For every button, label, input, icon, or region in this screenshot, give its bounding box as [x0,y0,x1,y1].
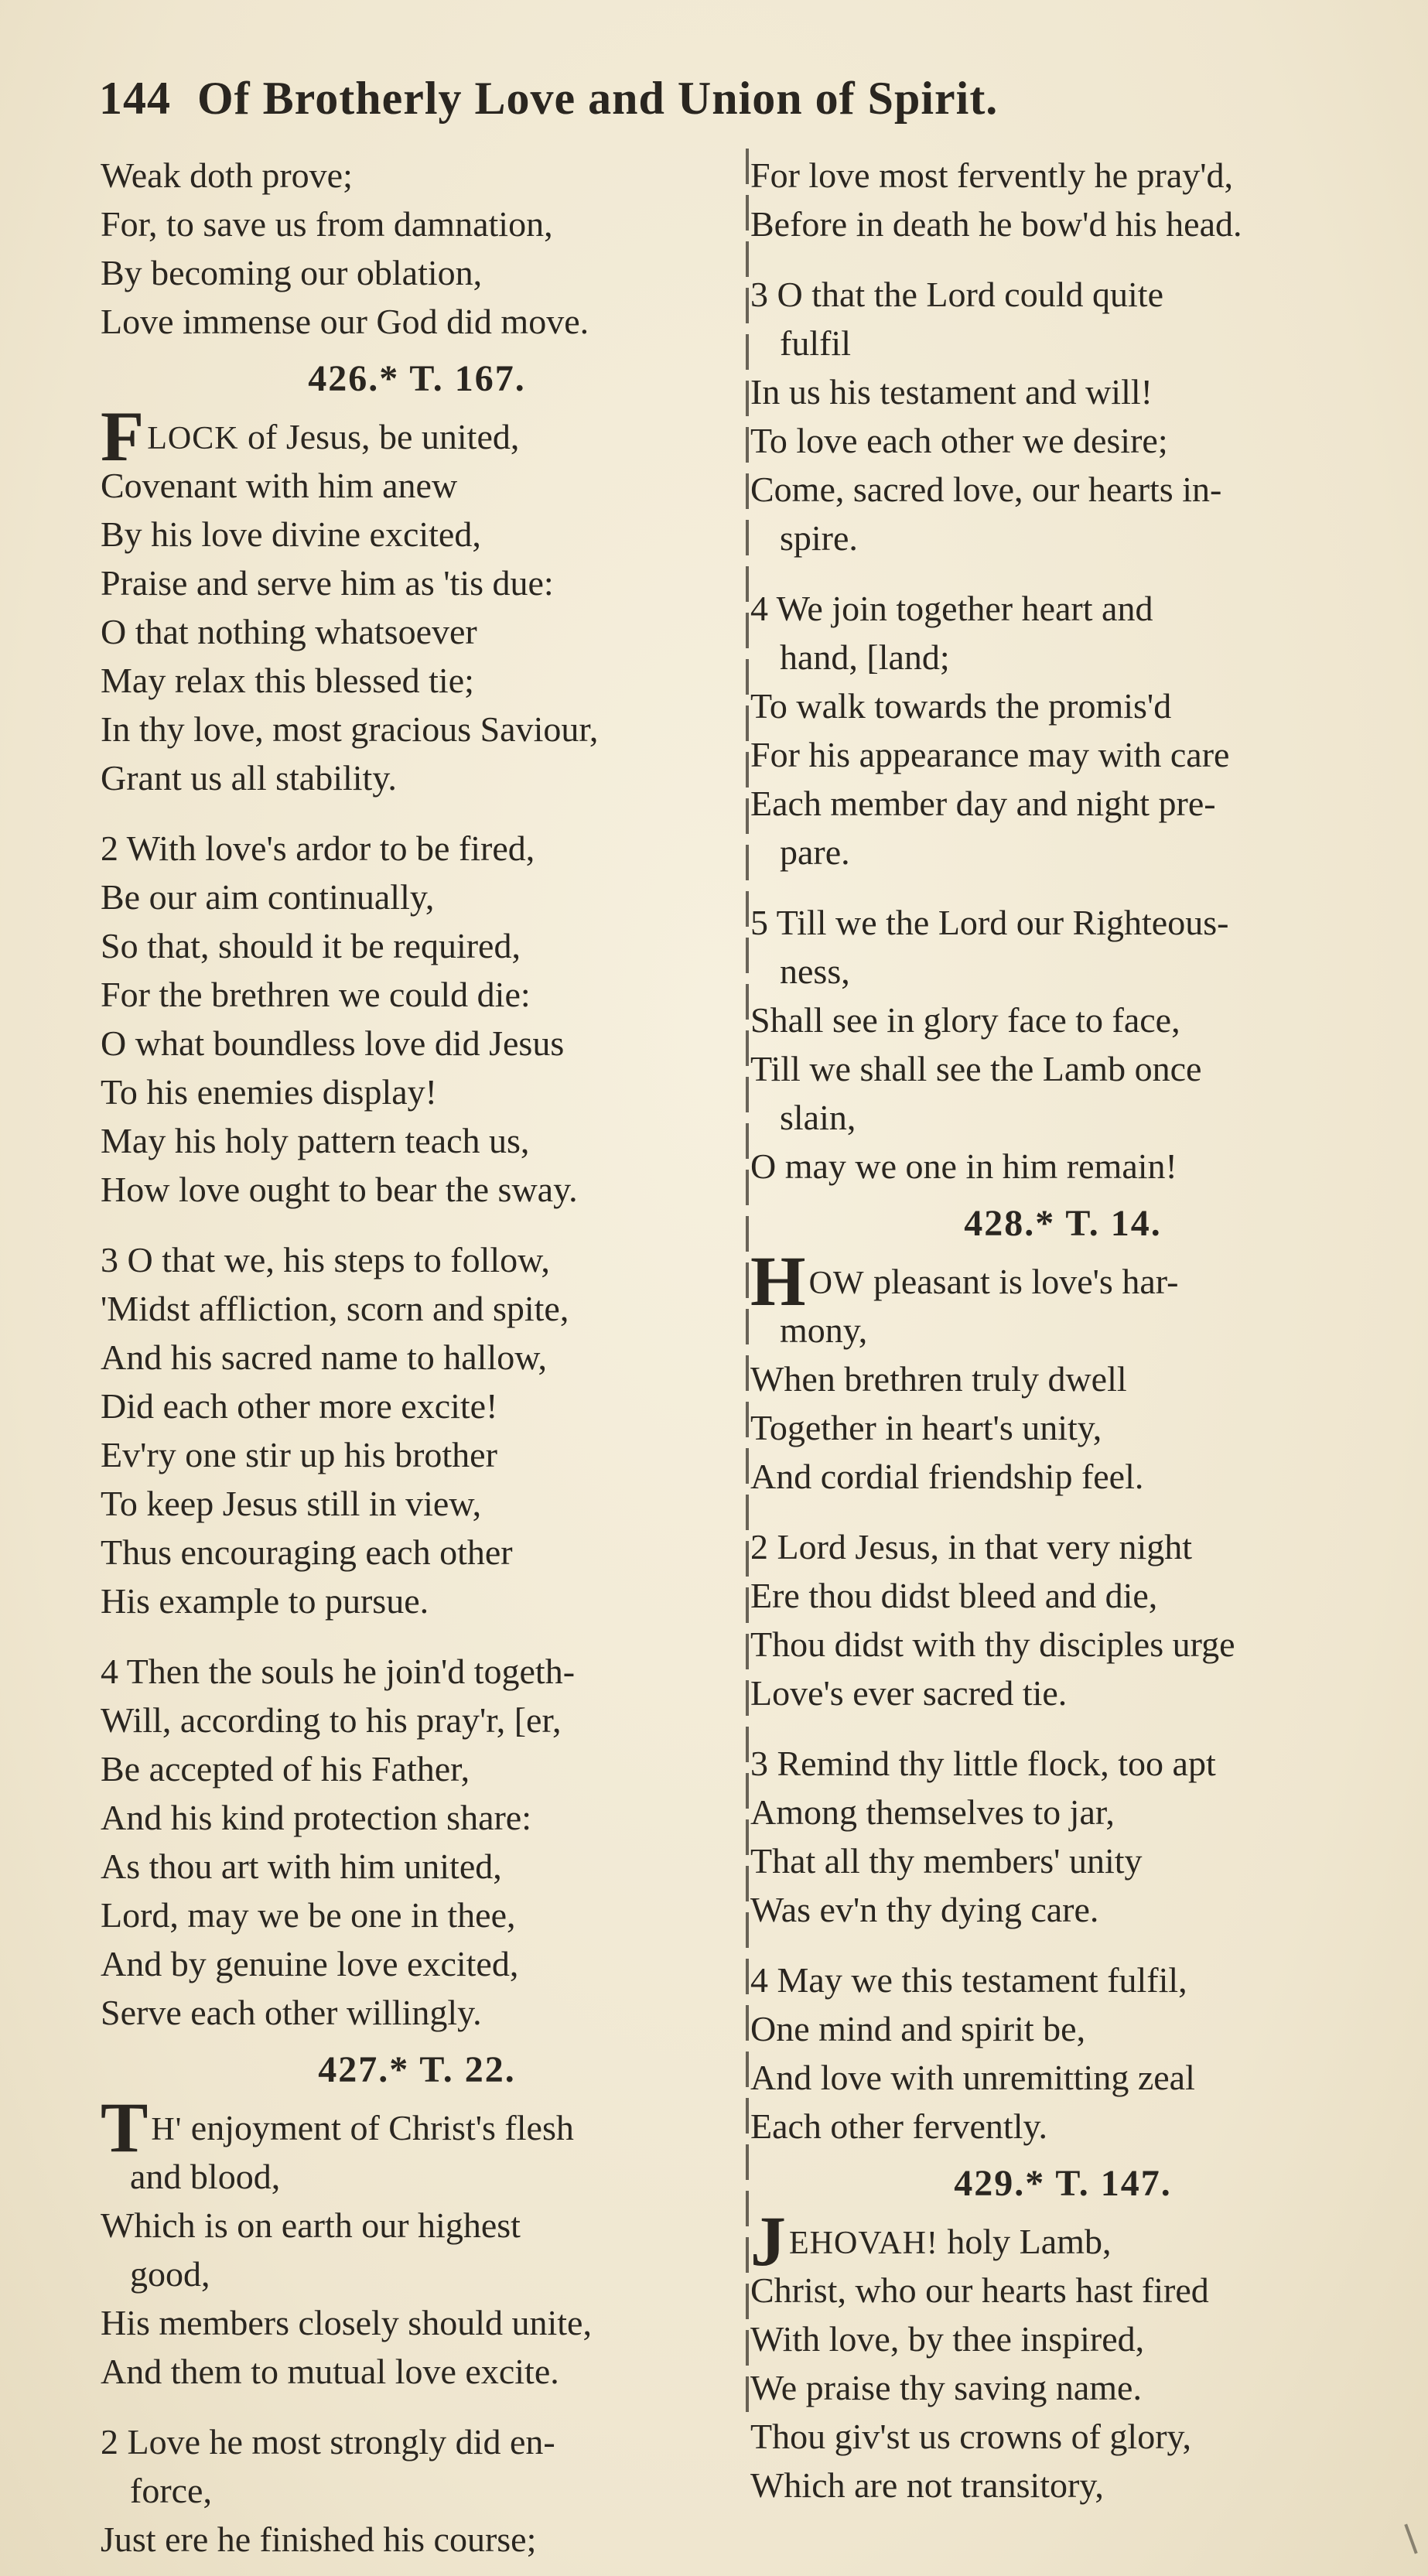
verse-line: Weak doth prove; [101,155,353,195]
verse-line: 3 O that we, his steps to follow, [101,1240,550,1279]
hymn-first-line [750,2202,1375,2280]
verse-line: 2 With love's ardor to be fired, [101,828,535,868]
verse-line: 2 Lord Jesus, in that very night [750,1527,1193,1566]
right-column [750,151,1375,2509]
column-divider [746,149,749,2423]
drop-cap: F [101,397,145,476]
verse-4 [750,584,1375,876]
verse-line: And love with unremitting zeal [750,2058,1195,2097]
hymn-number: 428.* T. 14. [964,1203,1162,1244]
verse-line: Which is on earth our highest [101,2205,521,2245]
hymn-number: 429.* T. 147. [954,2163,1172,2204]
drop-cap: T [101,2088,149,2167]
verse-line: spire. [780,518,858,558]
first-line-text: holy Lamb, [938,2222,1112,2261]
paper-mark [1404,2524,1417,2554]
verse-line: For love most fervently he pray'd, [750,155,1234,195]
verse-line: And cordial friendship feel. [750,1457,1144,1496]
first-line-text: of Jesus, be united, [238,417,520,456]
verse-line: By becoming our oblation, [101,253,483,292]
verse-line: Till we shall see the Lamb once [750,1049,1202,1088]
verse-line: Each other fervently. [750,2106,1047,2146]
verse-line: Be accepted of his Father, [101,1749,470,1789]
hymn-first-line [101,397,733,476]
verse-line: 'Midst affliction, scorn and spite, [101,1289,569,1328]
verse-line: Ere thou didst bleed and die, [750,1576,1158,1615]
hymn-426 [101,346,733,2037]
verse-line: Christ, who our hearts hast fired [750,2270,1209,2310]
first-word: LOCK [147,421,239,456]
verse-line: pare. [780,832,850,872]
first-line-text: enjoyment of Christ's flesh [182,2108,574,2147]
verse-line: 5 Till we the Lord our Righteous- [750,903,1229,942]
verse-line: In us his testament and will! [750,372,1153,412]
verse-5 [750,898,1375,1191]
page-header [99,56,1213,141]
verse-line: 3 Remind thy little flock, too apt [750,1744,1216,1783]
verse-line: How love ought to bear the sway. [101,1170,578,1209]
verse-line: That all thy members' unity [750,1841,1143,1881]
verse-line: To love each other we desire; [750,421,1168,460]
hymn-427 [101,2037,733,2564]
running-title: Of Brotherly Love and Union of Spirit. [197,73,999,124]
verse-line: As thou art with him united, [101,1847,502,1886]
verse-line: To keep Jesus still in view, [101,1484,482,1523]
verse-line: O that nothing whatsoever [101,612,477,651]
verse-line: Will, according to his pray'r, [er, [101,1700,562,1740]
verse-line: 4 Then the souls he join'd togeth- [101,1652,576,1691]
verse-line: Thou didst with thy disciples urge [750,1625,1235,1664]
verse-line: Love immense our God did move. [101,302,589,341]
verse-line: And by genuine love excited, [101,1944,519,1983]
verse-line: For his appearance may with care [750,735,1230,774]
first-word: EHOVAH! [789,2226,938,2261]
verse-line: One mind and spirit be, [750,2009,1086,2048]
verse-line: 2 Love he most strongly did en- [101,2422,555,2462]
verse-line: By his love divine excited, [101,514,481,554]
verse-line: Each member day and night pre- [750,784,1216,823]
verse-line: With love, by thee inspired, [750,2319,1145,2359]
verse-line: We praise thy saving name. [750,2368,1142,2407]
page-number: 144 [99,73,171,124]
verse-line: For the brethren we could die: [101,975,531,1014]
verse-line: And his kind protection share: [101,1798,532,1837]
verse-3 [750,270,1375,562]
verse-line: fulfil [780,323,851,363]
first-word: OW [808,1266,865,1301]
hymn-428 [750,1191,1375,2151]
verse-fragment [101,151,733,346]
verse-line: Serve each other willingly. [101,1993,482,2032]
verse-line: And his sacred name to hallow, [101,1338,547,1377]
verse-line: Before in death he bow'd his head. [750,204,1242,244]
verse-line: 3 O that the Lord could quite [750,275,1163,314]
verse-line: In thy love, most gracious Saviour, [101,709,599,749]
verse-line: 4 May we this testament fulfil, [750,1960,1187,2000]
verse-line: To walk towards the promis'd [750,686,1172,726]
verse-line: His members closely should unite, [101,2303,592,2342]
verse-line: May his holy pattern teach us, [101,1121,530,1160]
verse-line: Among themselves to jar, [750,1792,1115,1832]
verse-line: Love's ever sacred tie. [750,1673,1068,1713]
verse-line: 4 We join together heart and [750,589,1153,628]
verse-line: Thus encouraging each other [101,1532,513,1572]
hymn-429 [750,2151,1375,2509]
verse-line: Praise and serve him as 'tis due: [101,563,554,603]
verse-line: Which are not transitory, [750,2465,1104,2505]
drop-cap: H [750,1242,806,1320]
verse-line: When brethren truly dwell [750,1359,1127,1399]
verse-line: Just ere he finished his course; [101,2520,537,2559]
verse-line: His example to pursue. [101,1581,429,1621]
verse-line: Thou giv'st us crowns of glory, [750,2417,1192,2456]
verse-line: Be our aim continually, [101,877,435,917]
verse-line: May relax this blessed tie; [101,661,474,700]
first-line-text: pleasant is love's har- [864,1262,1179,1301]
verse-line: O may we one in him remain! [750,1146,1177,1186]
verse-line: slain, [780,1098,856,1137]
verse-line: Grant us all stability. [101,758,397,798]
verse-line: And them to mutual love excite. [101,2352,559,2391]
verse-line: O what boundless love did Jesus [101,1023,565,1063]
verse-line: Come, sacred love, our hearts in- [750,470,1222,509]
hymn-number: 427.* T. 22. [318,2049,516,2090]
verse-line: Covenant with him anew [101,466,458,505]
left-column [101,151,733,2564]
verse-line: good, [130,2254,210,2294]
hymn-first-line [750,1242,1375,1320]
verse-line: force, [130,2471,212,2510]
verse-line: Did each other more excite! [101,1386,498,1426]
verse-line: For, to save us from damnation, [101,204,553,244]
verse-fragment [750,151,1375,248]
first-word: H' [151,2112,183,2147]
verse-line: Together in heart's unity, [750,1408,1102,1447]
verse-line: hand, [land; [780,637,950,677]
verse-line: So that, should it be required, [101,926,521,965]
verse-line: Was ev'n thy dying care. [750,1890,1099,1929]
verse-line: ness, [780,951,850,991]
hymn-first-line [101,2088,733,2167]
verse-line: mony, [780,1310,868,1350]
verse-line: To his enemies display! [101,1072,437,1112]
drop-cap: J [750,2202,786,2280]
hymn-number: 426.* T. 167. [308,358,526,399]
verse-line: Lord, may we be one in thee, [101,1895,516,1935]
verse-line: Ev'ry one stir up his brother [101,1435,497,1474]
verse-line: and blood, [130,2157,281,2196]
verse-line: Shall see in glory face to face, [750,1000,1180,1040]
